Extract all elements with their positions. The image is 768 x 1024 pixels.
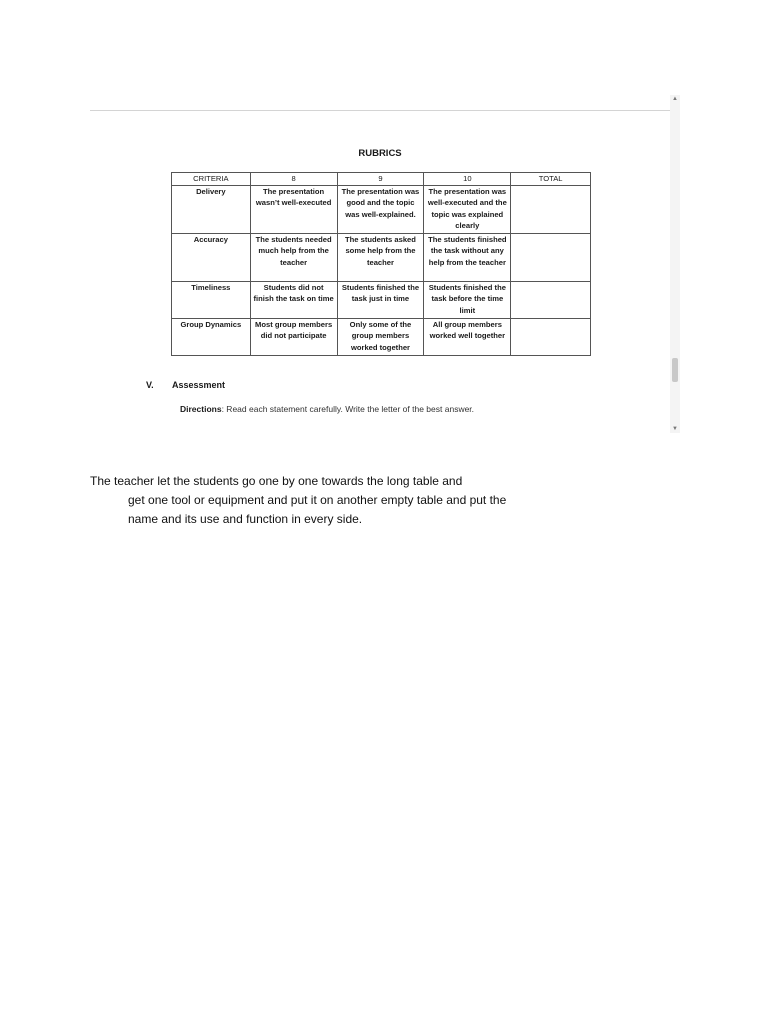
score-8-cell: The presentation wasn’t well-executed xyxy=(250,185,337,233)
divider xyxy=(90,110,670,111)
scrollbar[interactable] xyxy=(670,95,680,433)
rubrics-title: RUBRICS xyxy=(358,148,402,159)
score-9-cell: Only some of the group members worked together xyxy=(337,318,424,355)
directions-text xyxy=(180,404,474,414)
header-total: TOTAL xyxy=(511,173,591,186)
paragraph-line: get one tool or equipment and put it on another empty table and put the xyxy=(128,493,507,507)
scrollbar-thumb[interactable] xyxy=(672,358,678,382)
body-paragraph xyxy=(90,472,690,529)
directions-label: Directions xyxy=(180,404,222,414)
table-row xyxy=(172,233,591,281)
header-score-10: 10 xyxy=(424,173,511,186)
score-8-cell: The students needed much help from the teacher xyxy=(250,233,337,281)
table-row xyxy=(172,281,591,318)
score-8-cell: Students did not finish the task on time xyxy=(250,281,337,318)
table-header-row xyxy=(172,173,591,186)
criteria-cell: Accuracy xyxy=(172,233,251,281)
score-10-cell: The presentation was well-executed and the topic was explained clearly xyxy=(424,185,511,233)
embedded-document-image xyxy=(90,95,680,433)
rubric-table xyxy=(171,172,591,356)
score-10-cell: All group members worked well together xyxy=(424,318,511,355)
table-row xyxy=(172,318,591,355)
paragraph-line: The teacher let the students go one by one towards the long table and xyxy=(90,474,463,488)
header-criteria: CRITERIA xyxy=(172,173,251,186)
total-cell xyxy=(511,281,591,318)
score-9-cell: Students finished the task just in time xyxy=(337,281,424,318)
directions-body: : Read each statement carefully. Write the letter of the best answer. xyxy=(221,404,475,414)
table-row xyxy=(172,185,591,233)
section-number: V. xyxy=(146,380,154,390)
scroll-down-arrow-icon[interactable]: ▼ xyxy=(672,426,678,432)
score-8-cell: Most group members did not participate xyxy=(250,318,337,355)
score-10-cell: The students finished the task without any help from the teacher xyxy=(424,233,511,281)
paragraph-line: name and its use and function in every side. xyxy=(128,512,363,526)
section-title: Assessment xyxy=(172,380,226,390)
scroll-up-arrow-icon[interactable]: ▲ xyxy=(672,96,678,102)
total-cell xyxy=(511,233,591,281)
criteria-cell: Delivery xyxy=(172,185,251,233)
criteria-cell: Timeliness xyxy=(172,281,251,318)
header-score-9: 9 xyxy=(337,173,424,186)
criteria-cell: Group Dynamics xyxy=(172,318,251,355)
score-10-cell: Students finished the task before the time limit xyxy=(424,281,511,318)
score-9-cell: The students asked some help from the teacher xyxy=(337,233,424,281)
score-9-cell: The presentation was good and the topic was well-explained. xyxy=(337,185,424,233)
header-score-8: 8 xyxy=(250,173,337,186)
total-cell xyxy=(511,185,591,233)
total-cell xyxy=(511,318,591,355)
